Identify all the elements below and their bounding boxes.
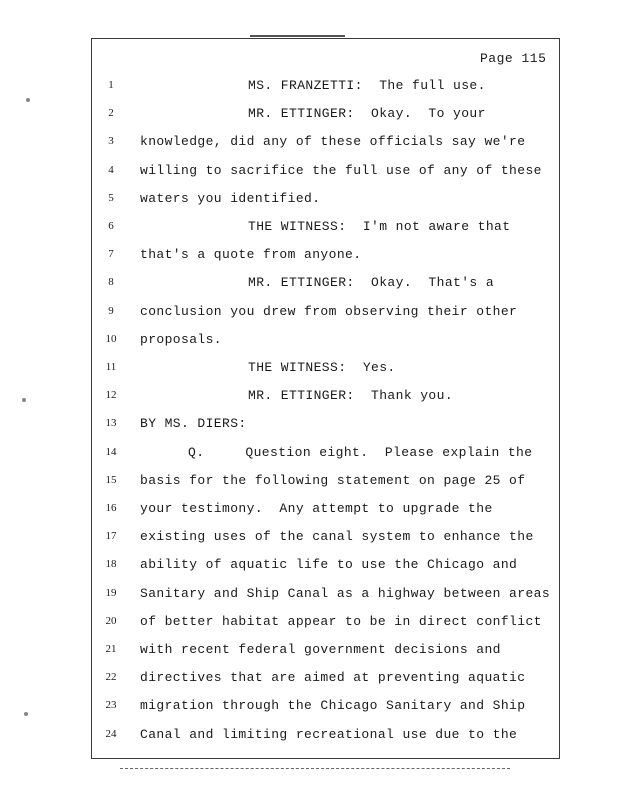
margin-speck <box>26 98 30 102</box>
transcript-line: your testimony. Any attempt to upgrade the <box>140 501 493 516</box>
line-number: 7 <box>108 248 114 261</box>
line-number: 19 <box>105 586 117 599</box>
transcript-line: BY MS. DIERS: <box>140 416 247 432</box>
transcript-line: proposals. <box>140 331 223 347</box>
margin-speck <box>22 398 26 402</box>
line-number: 17 <box>105 530 117 543</box>
page-number: Page 115 <box>480 51 547 66</box>
transcript-line: MS. FRANZETTI: The full use. <box>248 78 486 93</box>
transcript-line: migration through the Chicago Sanitary and Ship <box>140 698 526 714</box>
transcript-line: MR. ETTINGER: Okay. To your <box>248 106 486 122</box>
transcript-line: willing to sacrifice the full use of any of these <box>140 162 542 178</box>
transcript-line: Canal and limiting recreational use due to the <box>140 726 518 742</box>
transcript-line: of better habitat appear to be in direct conflict <box>140 613 542 629</box>
top-rule <box>250 35 345 37</box>
bottom-rule <box>120 768 510 769</box>
line-number: 9 <box>108 304 114 317</box>
line-number: 5 <box>108 191 114 204</box>
transcript-line: MR. ETTINGER: Okay. That's a <box>248 275 495 291</box>
transcript-line: ability of aquatic life to use the Chicago and <box>140 557 518 573</box>
line-number: 13 <box>105 417 117 430</box>
transcript-line: that's a quote from anyone. <box>140 247 362 263</box>
line-number: 24 <box>105 727 117 740</box>
transcript-line: MR. ETTINGER: Thank you. <box>248 388 454 404</box>
line-number: 1 <box>108 79 114 91</box>
margin-speck <box>24 712 28 716</box>
line-number: 2 <box>108 107 114 120</box>
line-number: 18 <box>105 558 117 571</box>
line-number: 23 <box>105 699 117 712</box>
line-number: 15 <box>105 473 117 486</box>
line-number: 8 <box>108 276 114 289</box>
transcript-line: with recent federal government decisions and <box>140 642 501 657</box>
line-number: 16 <box>105 502 117 514</box>
line-number: 22 <box>105 671 117 684</box>
line-number: 6 <box>108 220 114 232</box>
transcript-line: Q. Question eight. Please explain the <box>188 444 533 460</box>
line-number: 21 <box>105 643 117 655</box>
transcript-line: directives that are aimed at preventing aquatic <box>140 670 526 686</box>
transcript-line: conclusion you drew from observing their other <box>140 303 518 319</box>
transcript-line: existing uses of the canal system to enhance the <box>140 529 534 545</box>
transcript-line: THE WITNESS: Yes. <box>248 360 396 375</box>
line-number: 12 <box>105 389 117 402</box>
transcript-line: basis for the following statement on page 25 of <box>140 472 526 488</box>
transcript-line: knowledge, did any of these officials say we're <box>140 134 526 150</box>
line-number: 3 <box>108 135 114 148</box>
transcript-line: waters you identified. <box>140 190 321 206</box>
line-number: 20 <box>105 614 117 627</box>
transcript-line: THE WITNESS: I'm not aware that <box>248 219 511 234</box>
line-number: 4 <box>108 163 114 176</box>
line-number: 14 <box>105 445 117 458</box>
line-number: 10 <box>105 332 117 345</box>
line-number: 11 <box>105 361 117 373</box>
transcript-line: Sanitary and Ship Canal as a highway between areas <box>140 585 551 601</box>
